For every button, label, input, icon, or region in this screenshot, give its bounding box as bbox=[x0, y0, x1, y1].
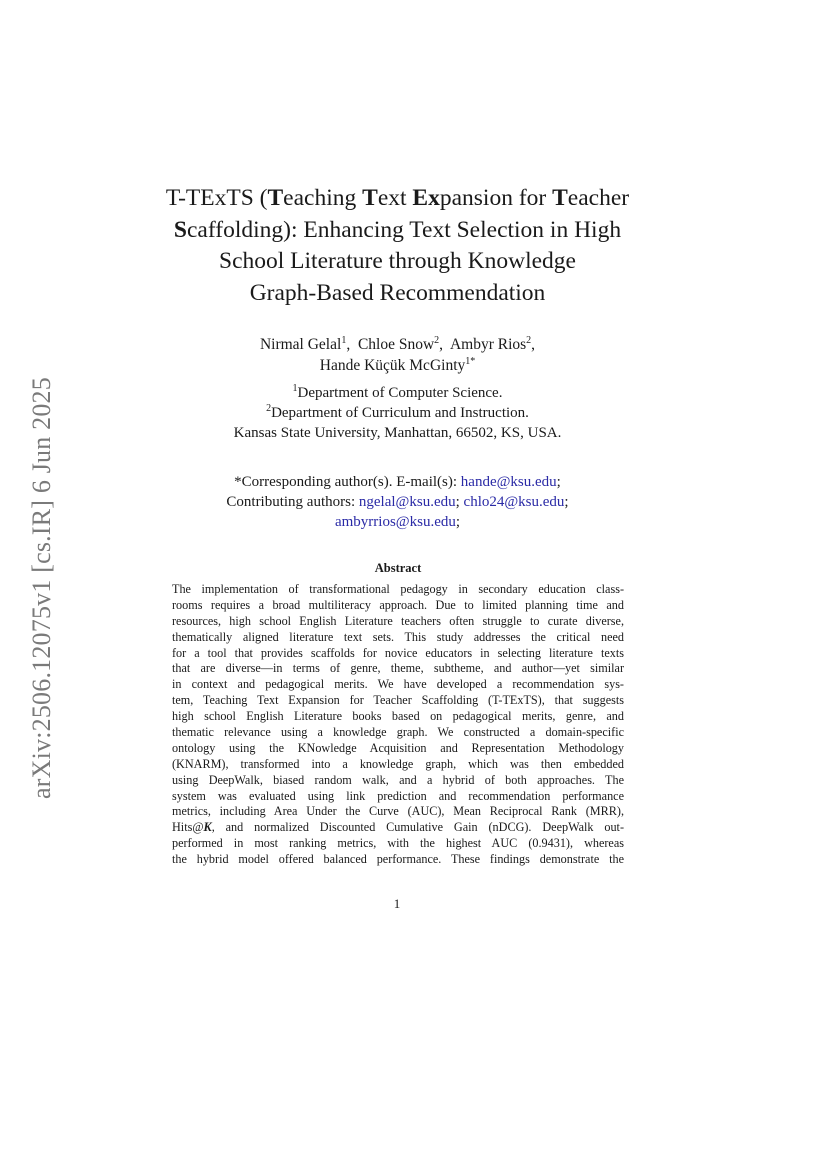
title-line-4: Graph-Based Recommendation bbox=[249, 279, 546, 306]
contact-emails bbox=[140, 472, 655, 532]
title-line-3: School Literature through Knowledge bbox=[219, 248, 576, 274]
abstract-line: resources, high school English Literature teachers often struggle to curate diverse, bbox=[172, 613, 624, 628]
affiliation-3: Kansas State University, Manhattan, 66502, KS, USA. bbox=[233, 425, 562, 441]
corresponding-line: *Corresponding author(s). E-mail(s): hande@ksu.edu; bbox=[234, 474, 561, 490]
author-list bbox=[140, 334, 655, 376]
abstract-line: thematically aligned literature text sets. This study addresses the critical need bbox=[172, 629, 624, 644]
arxiv-identifier-text: arXiv:2506.12075v1 [cs.IR] 6 Jun 2025 bbox=[27, 376, 57, 799]
abstract-line: in context and pedagogical merits. We have developed a recommendation sys- bbox=[172, 677, 624, 692]
abstract-line: for a tool that provides scaffolds for novice educators in selecting literature texts bbox=[172, 645, 624, 660]
arxiv-identifier-stamp bbox=[22, 360, 62, 815]
author-name: Ambyr Rios bbox=[449, 336, 527, 353]
contributing-line-2: ambyrrios@ksu.edu; bbox=[334, 514, 461, 530]
abstract-line: rooms requires a broad multiliteracy approach. Due to limited planning time and bbox=[172, 597, 624, 612]
page-number: 1 bbox=[393, 896, 401, 911]
contributing-line: Contributing authors: ngelal@ksu.edu; chlo24@ksu.edu; bbox=[226, 494, 569, 510]
corresponding-email-link[interactable]: hande@ksu.edu bbox=[460, 474, 557, 490]
abstract-line: thematic relevance using a knowledge graph. We constructed a domain-specific bbox=[172, 725, 624, 740]
abstract-line: tem, Teaching Text Expansion for Teacher Scaffolding (T-TExTS), that suggests bbox=[172, 693, 624, 708]
abstract-line: the hybrid model offered balanced performance. These findings demonstrate the bbox=[172, 852, 624, 867]
email-link[interactable]: ngelal@ksu.edu bbox=[358, 494, 456, 510]
abstract-line: ontology using the KNowledge Acquisition and Representation Methodology bbox=[172, 740, 624, 755]
abstract-body bbox=[172, 582, 624, 868]
abstract-line: (KNARM), transformed into a knowledge graph, which was then embedded bbox=[172, 756, 624, 771]
abstract-line: that are diverse—in terms of genre, theme, subtheme, and author—yet similar bbox=[172, 661, 624, 676]
author-name: Chloe Snow bbox=[357, 336, 435, 353]
author-line-1: Nirmal Gelal$^1$, Chloe Snow$^2$, Ambyr Rios$^2$, bbox=[259, 335, 536, 353]
abstract-line: performed in most ranking metrics, with the highest AUC (0.9431), whereas bbox=[172, 836, 624, 851]
author-line-2: Hande Küçük McGinty$^{1*}$ bbox=[319, 356, 476, 374]
affiliation-2: $^2$Department of Curriculum and Instruction. bbox=[266, 403, 529, 421]
author-name: Nirmal Gelal bbox=[259, 336, 342, 353]
affiliation-1: $^1$Department of Computer Science. bbox=[292, 383, 503, 401]
email-link[interactable]: chlo24@ksu.edu bbox=[463, 494, 565, 510]
title-line-1: T-TExTS (Teaching Text Expansion for Teacher bbox=[165, 185, 630, 211]
author-name: Hande Küçük McGinty bbox=[319, 357, 466, 374]
abstract-line: system was evaluated using link prediction and recommendation performance bbox=[172, 788, 624, 803]
paper-title bbox=[140, 183, 655, 309]
abstract-heading: Abstract bbox=[374, 561, 422, 575]
title-line-2: Scaffolding): Enhancing Text Selection in High bbox=[173, 216, 622, 243]
email-link[interactable]: ambyrrios@ksu.edu bbox=[334, 514, 456, 530]
abstract-line: The implementation of transformational pedagogy in secondary education class- bbox=[172, 582, 624, 596]
abstract-line: metrics, including Area Under the Curve (AUC), Mean Reciprocal Rank (MRR), bbox=[172, 804, 624, 819]
abstract-line: high school English Literature books based on pedagogical merits, genre, and bbox=[172, 709, 624, 724]
abstract-line: Hits@K, and normalized Discounted Cumulative Gain (nDCG). DeepWalk out- bbox=[172, 820, 624, 835]
affiliations bbox=[140, 383, 655, 443]
abstract-line: using DeepWalk, biased random walk, and a hybrid of both approaches. The bbox=[172, 772, 624, 787]
